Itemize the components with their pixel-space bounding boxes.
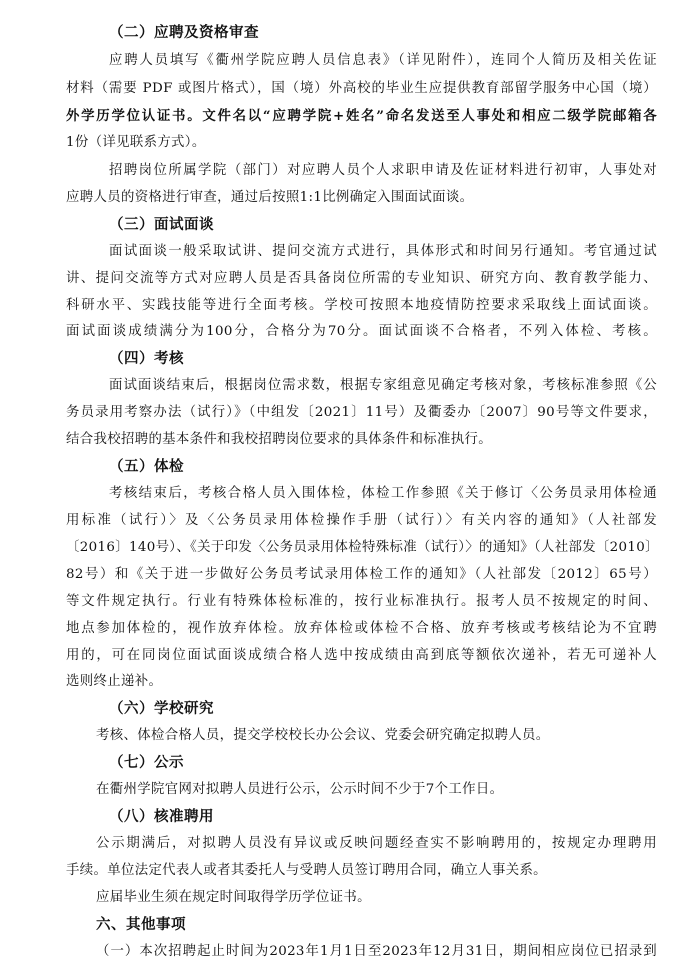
paragraph-line: 1份（详见联系方式）。 bbox=[66, 135, 206, 150]
paragraph-line: 结合我校招聘的基本条件和我校招聘岗位要求的具体条件和标准执行。 bbox=[66, 432, 492, 447]
paragraph-line: 公示期满后，对拟聘人员没有异议或反映问题经查实不影响聘用的，按规定办理聘用 bbox=[96, 836, 657, 851]
paragraph-line: 用标准（试行）〉及〈公务员录用体检操作手册（试行）〉有关内容的通知》（人社部发 bbox=[66, 513, 657, 528]
section-heading-approval: （八）核准聘用 bbox=[109, 808, 214, 825]
section-heading-medical-exam: （五）体检 bbox=[109, 458, 184, 475]
paragraph-line: 〔2016〕140号）、《关于印发〈公务员录用体检特殊标准（试行）〉的通知》（人社部发〔2010〕 bbox=[66, 540, 659, 555]
paragraph-line: 材料（需要 PDF 或图片格式），国（境）外高校的毕业生应提供教育部留学服务中心国（境） bbox=[66, 81, 657, 96]
paragraph-line: 面试面谈成绩满分为100分，合格分为70分。面试面谈不合格者，不列入体检、考核。 bbox=[66, 324, 657, 339]
paragraph-line: 在衢州学院官网对拟聘人员进行公示，公示时间不少于7个工作日。 bbox=[96, 782, 504, 797]
section-heading-interview: （三）面试面谈 bbox=[109, 216, 214, 233]
paragraph-line: 地点参加体检的，视作放弃体检。放弃体检或体检不合格、放弃考核或考核结论为不宜聘 bbox=[66, 621, 657, 636]
paragraph-line: （一）本次招聘起止时间为2023年1月1日至2023年12月31日，期间相应岗位已招录到 bbox=[96, 944, 657, 959]
paragraph-line: 招聘岗位所属学院（部门）对应聘人员个人求职申请及佐证材料进行初审，人事处对 bbox=[109, 163, 657, 178]
paragraph-line: 82号）和《关于进一步做好公务员考试录用体检工作的通知》（人社部发〔2012〕65号） bbox=[66, 567, 657, 582]
paragraph-line: 面试面谈结束后，根据岗位需求数，根据专家组意见确定考核对象，考核标准参照《公 bbox=[109, 378, 657, 393]
paragraph-line: 选则终止递补。 bbox=[66, 674, 163, 689]
paragraph-line: 科研水平、实践技能等进行全面考核。学校可按照本地疫情防控要求采取线上面试面谈。 bbox=[66, 298, 657, 313]
paragraph-line-bold: 外学历学位认证书。文件名以“应聘学院+姓名”命名发送至人事处和相应二级学院邮箱各 bbox=[66, 108, 657, 124]
paragraph-line: 应届毕业生须在规定时间取得学历学位证书。 bbox=[96, 890, 371, 905]
paragraph-line: 面试面谈一般采取试讲、提问交流方式进行，具体形式和时间另行通知。考官通过试 bbox=[109, 244, 657, 259]
section-heading-publicity: （七）公示 bbox=[109, 754, 184, 771]
paragraph-line: 考核、体检合格人员，提交学校校长办公会议、党委会研究确定拟聘人员。 bbox=[96, 728, 550, 743]
paragraph-line: 务员录用考察办法（试行）》（中组发〔2021〕11号）及衢委办〔2007〕90号等文件要求， bbox=[66, 405, 657, 420]
section-heading-assessment: （四）考核 bbox=[109, 350, 184, 367]
paragraph-line: 等文件规定执行。行业有特殊体检标准的，按行业标准执行。报考人员不按规定的时间、 bbox=[66, 594, 657, 609]
section-heading-school-review: （六）学校研究 bbox=[109, 700, 214, 717]
paragraph-line: 用的，可在同岗位面试面谈成绩合格人选中按成绩由高到底等额依次递补，若无可递补人 bbox=[66, 648, 657, 663]
paragraph-line: 手续。单位法定代表人或者其委托人与受聘人员签订聘用合同，确立人事关系。 bbox=[66, 863, 547, 878]
paragraph-line: 讲、提问交流等方式对应聘人员是否具备岗位所需的专业知识、研究方向、教育教学能力、 bbox=[66, 271, 657, 286]
paragraph-line: 应聘人员填写《衢州学院应聘人员信息表》（详见附件），连同个人简历及相关佐证 bbox=[109, 53, 657, 68]
paragraph-line: 应聘人员的资格进行审查，通过后按照1:1比例确定入围面试面谈。 bbox=[66, 190, 474, 205]
section-heading-qualification-review: （二）应聘及资格审查 bbox=[109, 24, 259, 41]
part-heading-other-matters: 六、其他事项 bbox=[96, 916, 186, 933]
paragraph-line: 考核结束后，考核合格人员入围体检，体检工作参照《关于修订〈公务员录用体检通 bbox=[109, 486, 657, 501]
